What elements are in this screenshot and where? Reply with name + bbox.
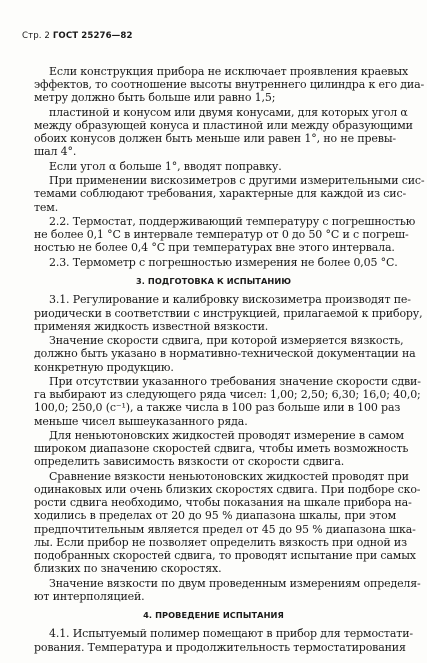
text-line: пластиной и конусом или двумя конусами, для которых угол α <box>49 105 408 119</box>
text-line: предпочтительным является предел от 45 до 95 % диапазона шка- <box>34 522 416 536</box>
text-line: не более 0,1 °С в интервале температур от 0 до 50 °С и с погреш- <box>34 228 409 242</box>
text-line: Сравнение вязкости неньютоновских жидкостей проводят при <box>49 469 409 483</box>
text-line: конкретную продукцию. <box>34 360 174 374</box>
text-line: лы. Если прибор не позволяет определить вязкость при одной из <box>34 535 407 549</box>
standard-number: ГОСТ 25276—82 <box>52 31 133 41</box>
text-line: При применении вискозиметров с другими измерительными сис- <box>49 174 425 188</box>
text-line: рости сдвига необходимо, чтобы показания на шкале прибора на- <box>34 496 412 510</box>
text-line: При отсутствии указанного требования значение скорости сдви- <box>49 375 421 388</box>
text-line: 100,0; 250,0 (с⁻¹), а также числа в 100 раз больше или в 100 раз <box>34 401 401 415</box>
text-line: подобранных скоростей сдвига, то проводят испытание при самых <box>34 549 416 562</box>
text-line: риодически в соответствии с инструкцией, прилагаемой к прибору, <box>34 306 423 320</box>
text-line: тем. <box>34 200 59 214</box>
text-line: рования. Температура и продолжительность термостатирования <box>34 640 406 654</box>
text-line: Если конструкция прибора не исключает проявления краевых <box>49 65 409 78</box>
text-line: эффектов, то соотношение высоты внутреннего цилиндра к его диа- <box>34 78 425 92</box>
text-line: метру должно быть больше или равно 1,5; <box>34 91 276 105</box>
text-line: обоих конусов должен быть меньше или равен 1°, но не превы- <box>34 132 396 146</box>
text-line: применяя жидкость известной вязкости. <box>34 319 269 333</box>
text-line: широком диапазоне скоростей сдвига, чтобы иметь возможность <box>34 442 409 456</box>
page-number: Стр. 2 <box>22 31 50 41</box>
text-line: темами соблюдают требования, характерные для каждой из сис- <box>34 187 407 201</box>
text-line: Для неньютоновских жидкостей проводят измерение в самом <box>49 429 404 442</box>
text-line: 4.1. Испытуемый полимер помещают в прибор для термостати- <box>49 627 413 641</box>
text-line: определить зависимость вязкости от скорости сдвига. <box>34 455 345 469</box>
section-heading-3: 3. ПОДГОТОВКА К ИСПЫТАНИЮ <box>135 276 292 286</box>
text-line: шал 4°. <box>34 145 77 159</box>
text-line: ходились в пределах от 20 до 95 % диапазона шкалы, при этом <box>34 509 396 523</box>
section-heading-4: 4. ПРОВЕДЕНИЕ ИСПЫТАНИЯ <box>143 610 284 620</box>
text-line: Значение вязкости по двум проведенным измерениям определя- <box>49 576 421 590</box>
text-line: га выбирают из следующего ряда чисел: 1,00; 2,50; 6,30; 16,0; 40,0; <box>34 388 421 402</box>
text-line: 3.1. Регулирование и калибровку вискозиметра производят пе- <box>49 293 411 307</box>
text-line: Значение скорости сдвига, при которой измеряется вязкость, <box>49 334 404 348</box>
text-line: Если угол α больше 1°, вводят поправку. <box>49 159 282 173</box>
text-line: между образующей конуса и пластиной или между образующими <box>34 119 413 132</box>
page-header <box>22 31 133 41</box>
text-line: меньше чисел вышеуказанного ряда. <box>34 414 248 428</box>
text-line: 2.3. Термометр с погрешностью измерения не более 0,05 °С. <box>49 255 398 269</box>
text-line: 2.2. Термостат, поддерживающий температуру с погрешностью <box>49 215 416 228</box>
text-line: ют интерполяцией. <box>34 589 145 603</box>
text-line: близких по значению скоростях. <box>34 562 222 576</box>
text-line: одинаковых или очень близких скоростях сдвига. При подборе ско- <box>34 483 421 496</box>
text-line: должно быть указано в нормативно-технической документации на <box>34 347 416 361</box>
text-line: ностью не более 0,4 °С при температурах вне этого интервала. <box>34 241 395 255</box>
